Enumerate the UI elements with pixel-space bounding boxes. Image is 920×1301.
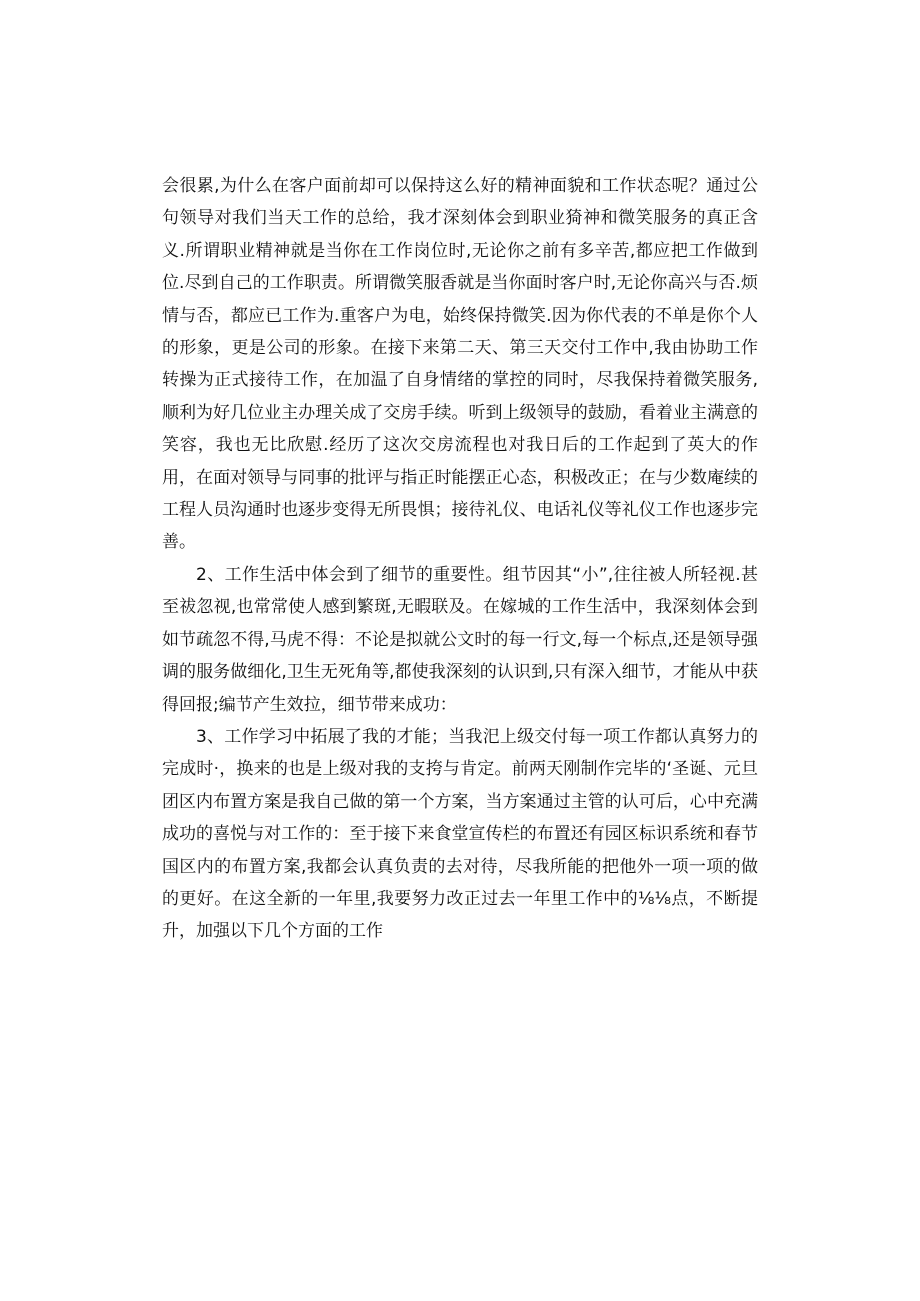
paragraph-1: 会很累,为什么在客户面前却可以保持这么好的精神面貌和工作状态呢？通过公句领导对我们当天工作的总给，我才深刻体会到职业猗神和微笑服务的真正含义.所谓职业精神就是当你在工作岗位时,无论你之前有多辛苦,都应把工作做到位.尽到自己的工作职责。所谓微笑服香就是当你面时客户时,无论你高兴与否.烦情与否，都应已工作为.重客户为电，始终保持微笑.因为你代表的不单是你个人的形象，更是公司的形象。在接下来第二天、第三天交付工作中,我由协助工作转操为正式接待工作，在加温了自身情绪的掌控的同时，尽我保持着微笑服务,顺利为好几位业主办理关成了交房手续。听到上级领导的鼓励，看着业主满意的笑容，我也无比欣慰.经历了这次交房流程也对我日后的工作起到了英大的作用，在面对领导与同事的批评与指正时能摆正心态，积极改正；在与少数庵续的工程人员沟通时也逐步变得无所畏惧；接待礼仪、电话礼仪等礼仪工作也逐步完善。 (162, 176, 758, 553)
paragraph-2: 2、工作生活中体会到了细节的重要性。组节因其“小”,往往被人所轻视.甚至祓忽视,也常常使人感到繁斑,无暇联及。在嫁城的工作生活中，我深刻体会到如节疏忽不得,马虎不得：不论是拟就公文时的每一行文,每一个标点,还是领导强调的服务做细化,卫生无死角等,都使我深刻的认识到,只有深入细节，才能从中获得回报;编节产生效拉，细节带来成功： (162, 564, 758, 715)
paragraph-3: 3、工作学习中拓展了我的才能；当我汜上级交付每一项工作都认真努力的完成时·，换来的也是上级对我的支挎与肯定。前两天刚制作完毕的‘圣诞、元旦团区内布置方案是我自己做的第一个方案，当方案通过主管的认可后，心中充满成功的喜悦与对工作的：至于接下来食堂宣传栏的布置还有园区标识系统和春节国区内的布置方案,我都会认真负责的去对待，尽我所能的把他外一项一项的做的更好。在这全新的一年里,我要努力改正过去一年里工作中的⅛⅛点，不断提升，加强以下几个方面的工作 (162, 726, 758, 942)
document-body (162, 170, 758, 948)
